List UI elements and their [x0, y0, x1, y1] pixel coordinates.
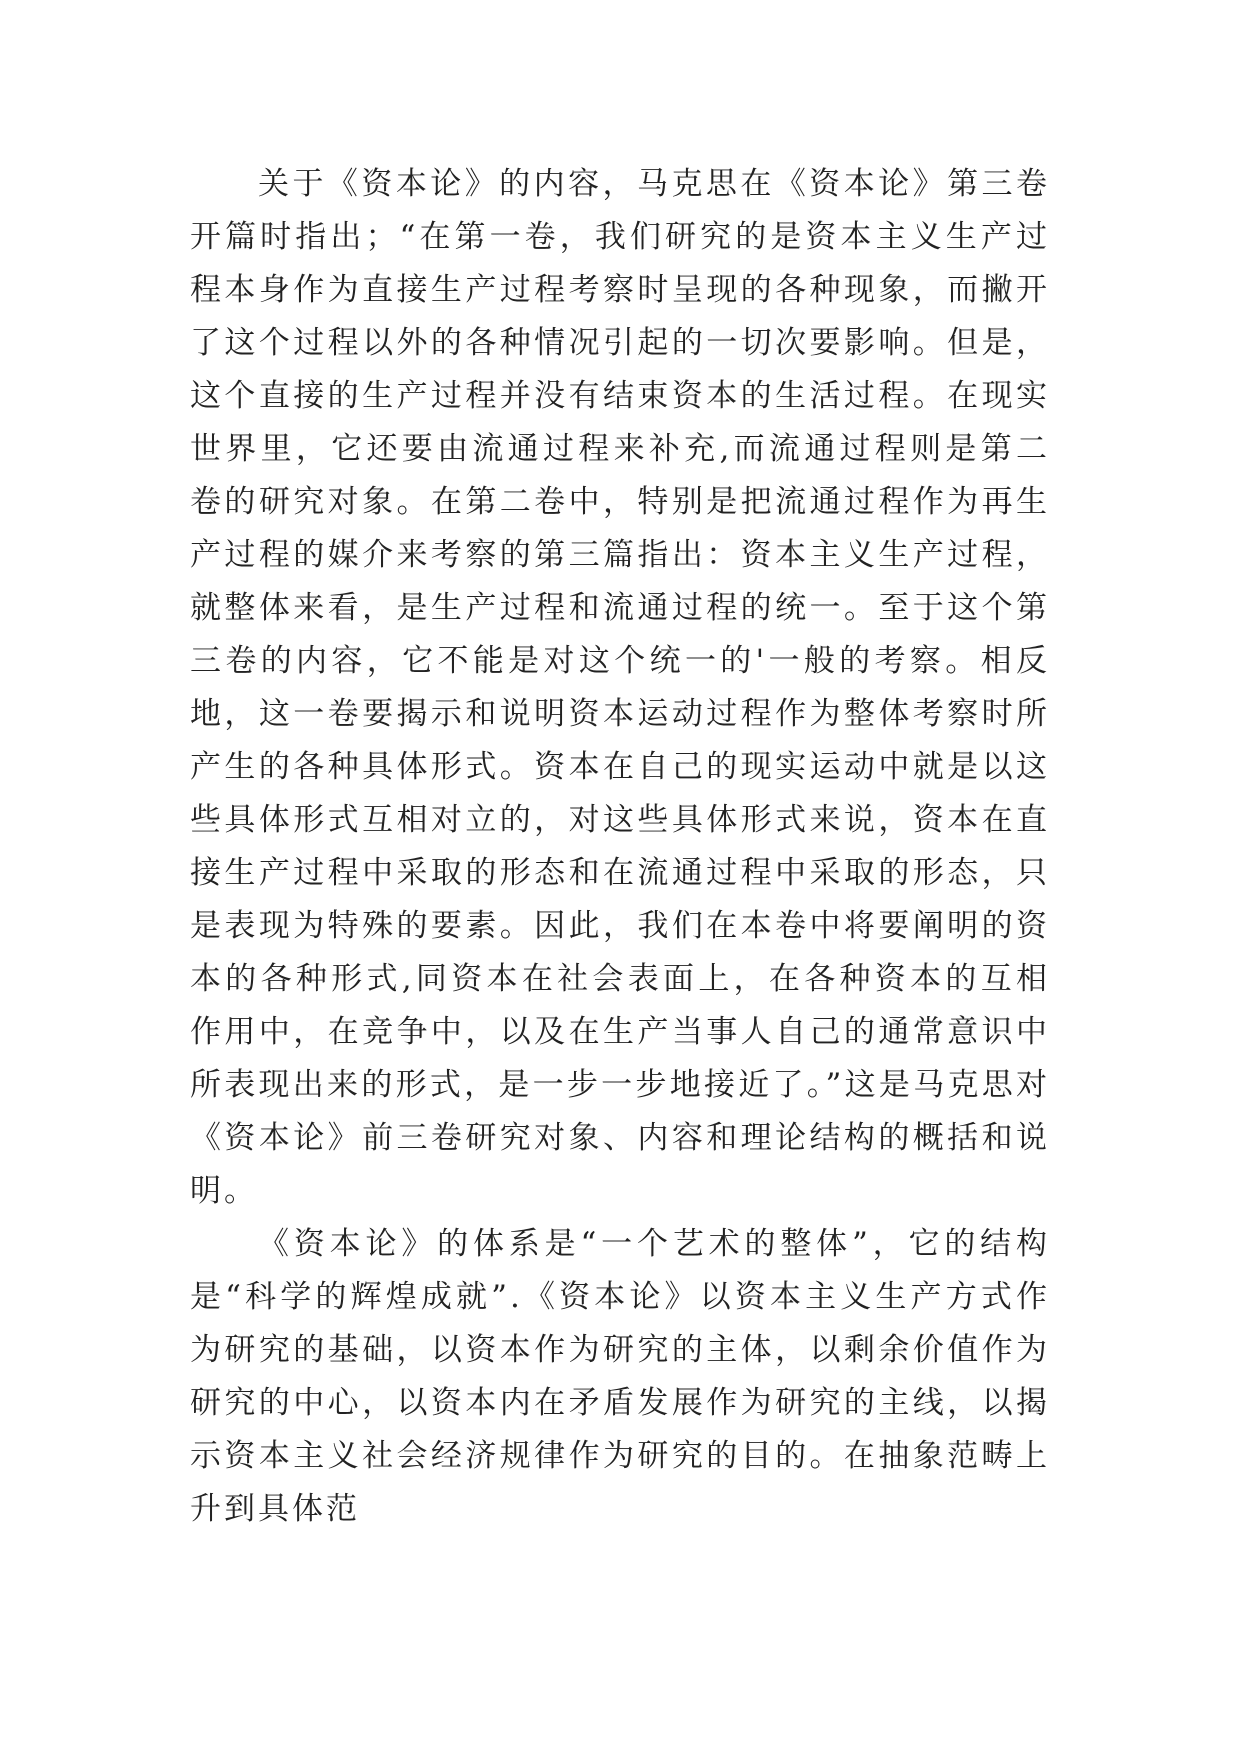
- paragraph-2: 《资本论》的体系是“一个艺术的整体”，它的结构是“科学的辉煌成就”.《资本论》以资本主义生产方式作为研究的基础，以资本作为研究的主体，以剩余价值作为研究的中心，以资本内在矛盾发展作为研究的主线，以揭示资本主义社会经济规律作为研究的目的。在抽象范畴上升到具体范: [190, 1226, 1050, 1527]
- paragraph-1: 关于《资本论》的内容，马克思在《资本论》第三卷开篇时指出；“在第一卷，我们研究的是资本主义生产过程本身作为直接生产过程考察时呈现的各种现象，而撇开了这个过程以外的各种情况引起的一切次要影响。但是，这个直接的生产过程并没有结束资本的生活过程。在现实世界里，它还要由流通过程来补充,而流通过程则是第二卷的研究对象。在第二卷中，特别是把流通过程作为再生产过程的媒介来考察的第三篇指出：资本主义生产过程，就整体来看，是生产过程和流通过程的统一。至于这个第三卷的内容，它不能是对这个统一的'一般的考察。相反地，这一卷要揭示和说明资本运动过程作为整体考察时所产生的各种具体形式。资本在自己的现实运动中就是以这些具体形式互相对立的，对这些具体形式来说，资本在直接生产过程中采取的形态和在流通过程中采取的形态，只是表现为特殊的要素。因此，我们在本卷中将要阐明的资本的各种形式,同资本在社会表面上，在各种资本的互相作用中，在竞争中，以及在生产当事人自己的通常意识中所表现出来的形式，是一步一步地接近了。”这是马克思对《资本论》前三卷研究对象、内容和理论结构的概括和说明。: [190, 166, 1050, 1209]
- body-text: [190, 158, 1050, 1536]
